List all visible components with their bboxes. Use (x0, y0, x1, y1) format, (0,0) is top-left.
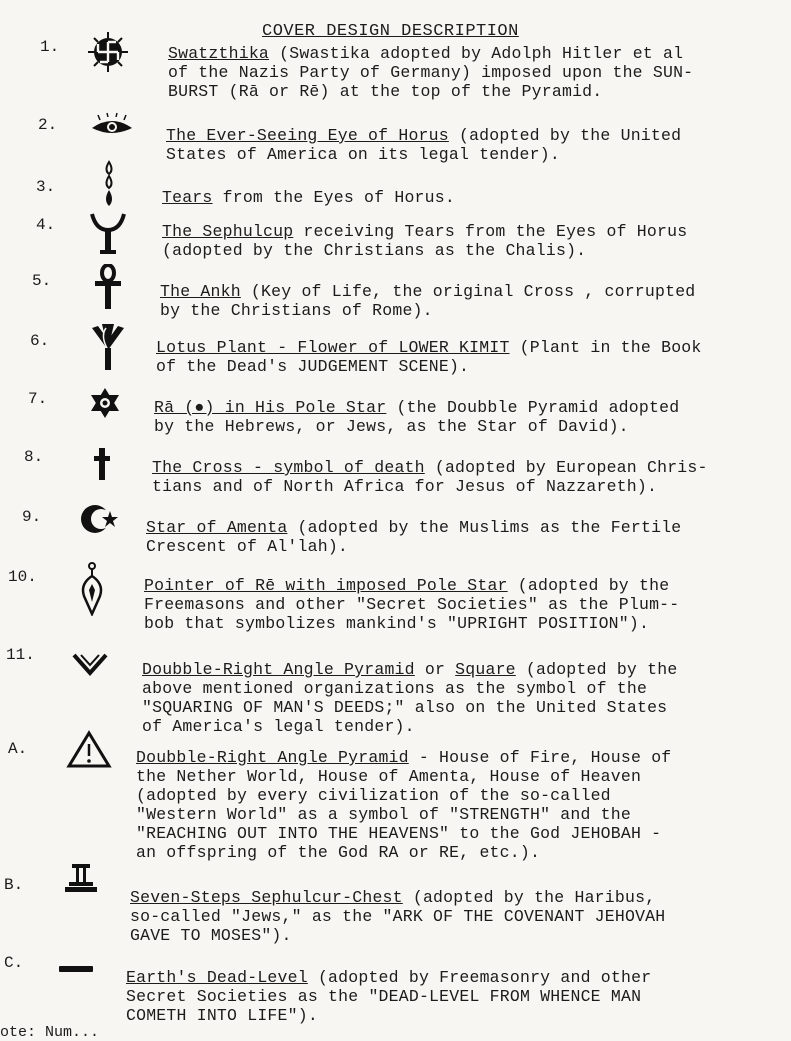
entry-text: Lotus Plant - Flower of LOWER KIMIT (Plant in the Book of the Dead's JUDGEMENT SCENE). (156, 338, 702, 376)
star-of-david-icon (88, 386, 122, 420)
entry-heading: Star of Amenta (146, 518, 288, 537)
item-number: 3. (36, 178, 56, 196)
square-angle-icon (72, 652, 108, 676)
item-number: 8. (24, 448, 44, 466)
item-number: 11. (6, 646, 35, 664)
entry-heading: The Cross - symbol of death (152, 458, 425, 477)
cross-icon (92, 446, 112, 482)
item-number: 9. (22, 508, 42, 526)
triangle-pyramid-icon (66, 730, 112, 770)
entry-text: Seven-Steps Sephulcur-Chest (adopted by the Haribus, so-called "Jews," as the "ARK OF THE COVENANT JEHOVAH GAVE TO MOSES"). (130, 888, 666, 945)
crescent-star-icon (78, 500, 122, 538)
entry-heading: The Ankh (160, 282, 241, 301)
entry-heading: Doubble-Right Angle Pyramid (142, 660, 415, 679)
entry-heading: Seven-Steps Sephulcur-Chest (130, 888, 403, 907)
entry-text: The Cross - symbol of death (adopted by European Chris- tians and of North Africa for Jesus of Nazzareth). (152, 458, 708, 496)
item-number: 6. (30, 332, 50, 350)
entry-heading: The Sephulcup (162, 222, 294, 241)
plumb-bob-icon (78, 562, 106, 616)
entry-text: Star of Amenta (adopted by the Muslims as the Fertile Crescent of Al'lah). (146, 518, 682, 556)
lotus-plant-icon (88, 322, 128, 372)
entry-text: Doubble-Right Angle Pyramid - House of Fire, House of the Nether World, House of Amenta, House of Heaven (adopted by every civilization of the so-called "Western World" as a symbol of "STRENGTH" and the "REACHING OUT INTO THE HEAVENS" to the God JEHOBAH - an offspring of the God RA or RE, etc.). (136, 748, 672, 862)
dead-level-icon (58, 964, 94, 974)
tears-icon (94, 160, 124, 208)
entry-heading: Lotus Plant - Flower of LOWER KIMIT (156, 338, 510, 357)
seven-steps-chest-icon (62, 862, 100, 894)
entry-heading-2: Square (455, 660, 516, 679)
sephulcup-icon (88, 210, 128, 256)
item-number: 10. (8, 568, 37, 586)
ankh-icon (92, 264, 124, 310)
entry-text: The Ever-Seeing Eye of Horus (adopted by the United States of America on its legal tender). (166, 126, 682, 164)
entry-heading: Swatzthika (168, 44, 270, 63)
entry-heading: Rā (●) in His Pole Star (154, 398, 387, 417)
entry-text: Pointer of Rē with imposed Pole Star (adopted by the Freemasons and other "Secret Societies" as the Plum-- bob that symbolizes mankind's "UPRIGHT POSITION"). (144, 576, 680, 633)
entry-text: Doubble-Right Angle Pyramid or Square (adopted by the above mentioned organizations as the symbol of the "SQUARING OF MAN'S DEEDS;" also on the United States of America's legal tender). (142, 660, 678, 736)
entry-text: Earth's Dead-Level (adopted by Freemasonry and other Secret Societies as the "DEAD-LEVEL FROM WHENCE MAN COMETH INTO LIFE"). (126, 968, 652, 1025)
entry-text: Swatzthika (Swastika adopted by Adolph Hitler et al of the Nazis Party of Germany) imposed upon the SUN- BURST (Rā or Rē) at the top of the Pyramid. (168, 44, 694, 101)
item-number: 7. (28, 390, 48, 408)
entry-text: Tears from the Eyes of Horus. (162, 188, 455, 207)
eye-of-horus-icon (90, 112, 134, 142)
item-number: C. (4, 954, 24, 972)
item-number: 5. (32, 272, 52, 290)
entry-heading: Tears (162, 188, 213, 207)
page-title: COVER DESIGN DESCRIPTION (262, 22, 519, 41)
item-number: A. (8, 740, 28, 758)
item-number: 2. (38, 116, 58, 134)
item-number: 1. (40, 38, 60, 56)
entry-text: The Sephulcup receiving Tears from the Eyes of Horus (adopted by the Christians as the Chalis). (162, 222, 688, 260)
entry-text: Rā (●) in His Pole Star (the Doubble Pyramid adopted by the Hebrews, or Jews, as the Star of David). (154, 398, 680, 436)
entry-heading: Earth's Dead-Level (126, 968, 308, 987)
entry-heading: Doubble-Right Angle Pyramid (136, 748, 409, 767)
item-number: 4. (36, 216, 56, 234)
entry-heading: The Ever-Seeing Eye of Horus (166, 126, 449, 145)
entry-heading: Pointer of Rē with imposed Pole Star (144, 576, 508, 595)
footer-note-fragment: ote: Num... (0, 1024, 100, 1041)
swastika-sunburst-icon (86, 30, 130, 74)
item-number: B. (4, 876, 24, 894)
entry-text: The Ankh (Key of Life, the original Cross , corrupted by the Christians of Rome). (160, 282, 696, 320)
